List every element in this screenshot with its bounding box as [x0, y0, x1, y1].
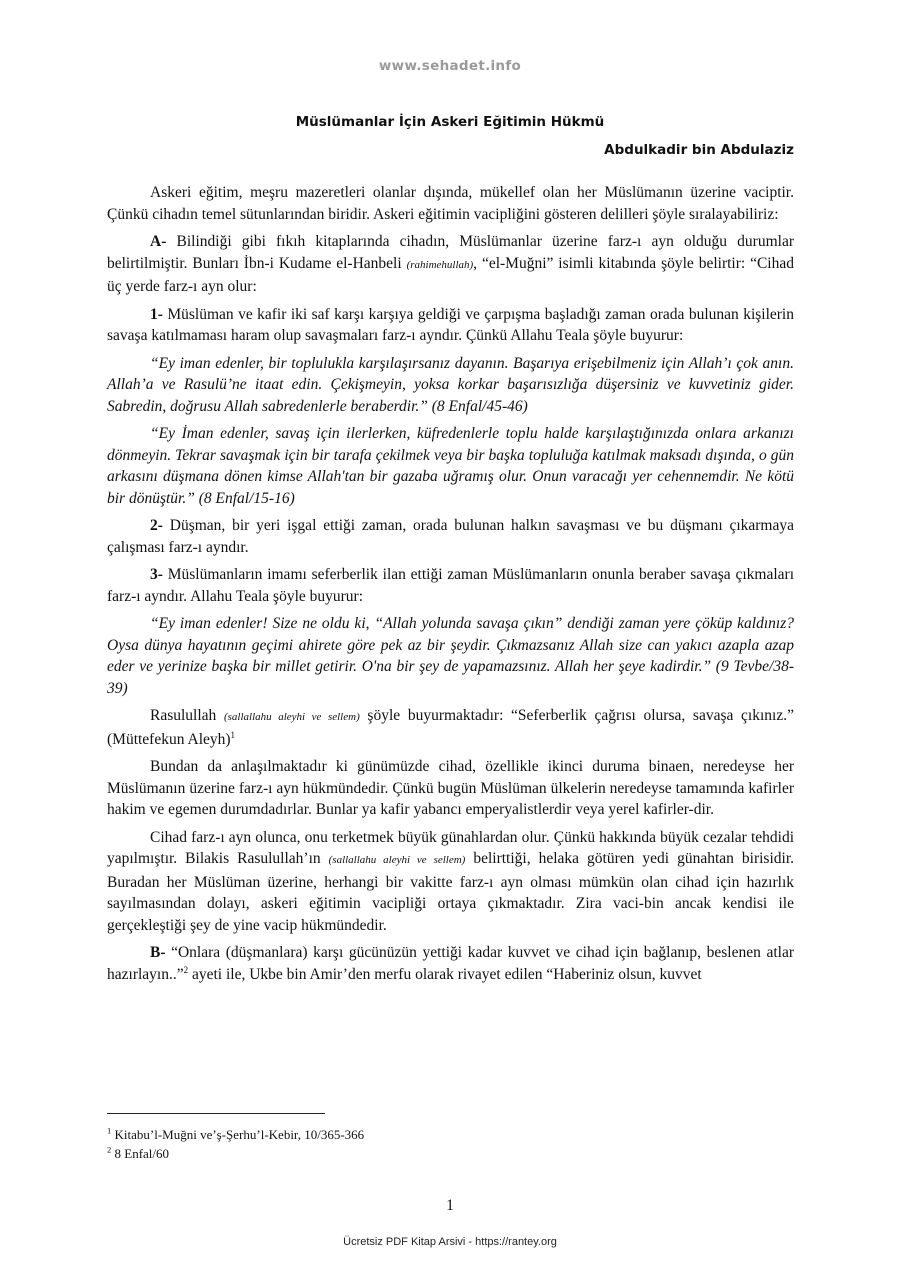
section-label: A- — [150, 233, 167, 250]
honorific: (sallallahu aleyhi ve sellem) — [223, 711, 360, 723]
footnotes — [107, 1125, 364, 1163]
watermark: www.sehadet.info — [378, 58, 522, 74]
paragraph-3 — [107, 564, 794, 607]
footnote-number: 1 — [107, 1125, 112, 1136]
item-label: 2- — [150, 517, 163, 534]
paragraph-text: şöyle buyurmaktadır: “Seferberlik çağrısı olursa, savaşa çıkınız.” (Müttefekun Aleyh) — [107, 707, 794, 748]
paragraph-sin — [107, 827, 794, 937]
paragraph-text: Cihad farz-ı ayn olunca, onu terketmek büyük günahlardan olur. Çünkü hakkında büyük cezalar tehdidi yapılmıştır. Bilakis Rasulullah’ın — [107, 828, 794, 867]
paragraph-conclusion: Bundan da anlaşılmaktadır ki günümüzde cihad, özellikle ikinci duruma binaen, neredeyse her Müslümanın üzerine farz-ı ayn hükmündedir. Çünkü bugün Müslüman ülkelerin neredeyse tamamında kafirler hakim ve egemen durumdadırlar. Bunlar ya kafir yabancı emperyalistlerdir veya yerel kafirler-dir. — [107, 758, 794, 818]
quote-enfal-15: “Ey İman edenler, savaş için ilerlerken, küfredenlerle toplu halde karşılaştığınızda onlara arkanızı dönmeyin. Tekrar savaşmak için bir tarafa çekilmek veya bir başka topluluğa katılmak maksadı dışında, o gün arkasını düşmana dönen kimse Allah'tan bir gazaba uğramış olur. Onun varacağı yer cehennemdir. Ne kötü bir dönüştür.” (8 Enfal/15-16) — [107, 425, 794, 507]
footnote-divider — [107, 1113, 325, 1114]
item-label: 3- — [150, 566, 163, 583]
paragraph-text: ayeti ile, Ukbe bin Amir’den merfu olarak rivayet edilen “Haberiniz olsun, kuvvet — [188, 965, 702, 983]
honorific: (rahimehullah) — [406, 258, 474, 271]
page-number: 1 — [446, 1197, 454, 1214]
paragraph-text: , “el-Muğni” isimli kitabında şöyle belirtir: “Cihad üç yerde farz-ı ayn olur: — [107, 254, 794, 295]
footnote-text: 8 Enfal/60 — [111, 1146, 170, 1161]
footnote-ref[interactable]: 1 — [230, 729, 236, 740]
paragraph-text: belirttiği, helaka götüren yedi günahtan birisidir. Buradan her Müslüman üzerine, herhangi bir vakitte farz-ı ayn olması mümkün olan cihad için hazırlık sayılmasından dolayı, askeri eğitimin vacipliği ortaya çıkmaktadır. Zira vaci-bin ancak kendisi ile gerçekleştiği şey de yine vacip hükmündedir. — [107, 850, 795, 934]
paragraph-b — [107, 942, 794, 985]
footnote-number: 2 — [107, 1144, 112, 1155]
paragraph-text: Müslüman ve kafir iki saf karşı karşıya geldiği ve çarpışma başladığı zaman orada bulunan kişilerin savaşa katılmaması haram olup savaşmaları farz-ı ayndır. Çünkü Allahu Teala şöyle buyurur: — [107, 305, 794, 344]
quote-enfal-45: “Ey iman edenler, bir toplulukla karşılaşırsanız dayanın. Başarıya erişebilmeniz için Allah’ı çok anın. Allah’a ve Rasulü’ne itaat edin. Çekişmeyin, yoksa korkar başarısızlığa düşersiniz ve kuvvetiniz gider. Sabredin, doğrusu Allah sabredenlerle beraberdir.” (8 Enfal/45-46) — [107, 354, 794, 415]
footnote-item — [107, 1144, 364, 1163]
paragraph-intro: Askeri eğitim, meşru mazeretleri olanlar dışında, mükellef olan her Müslümanın üzerine vaciptir. Çünkü cihadın temel sütunlarından biridir. Askeri eğitimin vacipliğini gösteren delilleri şöyle sıralayabiliriz: — [107, 184, 794, 223]
paragraph-text: Düşman, bir yeri işgal ettiği zaman, orada bulunan halkın savaşması ve bu düşmanı çıkarmaya çalışması farz-ı ayndır. — [107, 517, 794, 556]
paragraph-a — [107, 231, 794, 298]
paragraph-1 — [107, 304, 794, 347]
paragraph-text: Bilindiği gibi fıkıh kitaplarında cihadın, Müslümanlar üzerine farz-ı ayn olduğu durumlar belirtilmiştir. Bunları İbn-i Kudame el-Hanbeli — [107, 233, 794, 272]
section-label: B- — [150, 944, 166, 961]
honorific: (sallallahu aleyhi ve sellem) — [328, 854, 466, 866]
paragraph-text: Müslümanların imamı seferberlik ilan ettiği zaman Müslümanların onunla beraber savaşa çıkmaları farz-ı ayndır. Allahu Teala şöyle buyurur: — [107, 566, 794, 605]
paragraph-hadith — [107, 705, 794, 750]
document-title: Müslümanlar İçin Askeri Eğitimin Hükmü — [295, 114, 605, 130]
item-label: 1- — [150, 305, 163, 323]
footnote-text: Kitabu’l-Muğni ve’ş-Şerhu’l-Kebir, 10/365-366 — [111, 1127, 365, 1142]
site-footer: Ücretsiz PDF Kitap Arsivi - https://rantey.org — [343, 1236, 557, 1248]
paragraph-text: “Onlara (düşmanlara) karşı gücünüzün yettiği kadar kuvvet ve cihad için bağlanıp, beslenen atlar hazırlayın..” — [107, 944, 794, 983]
quote-tevbe-38: “Ey iman edenler! Size ne oldu ki, “Allah yolunda savaşa çıkın” dendiği zaman yere çöküp kaldınız? Oysa dünya hayatının geçimi ahirete göre pek az bir şeydir. Çıkmazsanız Allah size can yakıcı azapla azap eder ve yerinize başka bir millet getirir. O'na bir şey de yapamazsınız. Allah her şeye kadirdir.” (9 Tevbe/38-39) — [107, 615, 794, 697]
footnote-item — [107, 1125, 364, 1144]
footnote-ref[interactable]: 2 — [183, 964, 189, 975]
document-body — [107, 182, 794, 991]
paragraph-text: Rasulullah — [150, 707, 224, 724]
author-name: Abdulkadir bin Abdulaziz — [604, 142, 794, 158]
paragraph-2 — [107, 515, 794, 558]
